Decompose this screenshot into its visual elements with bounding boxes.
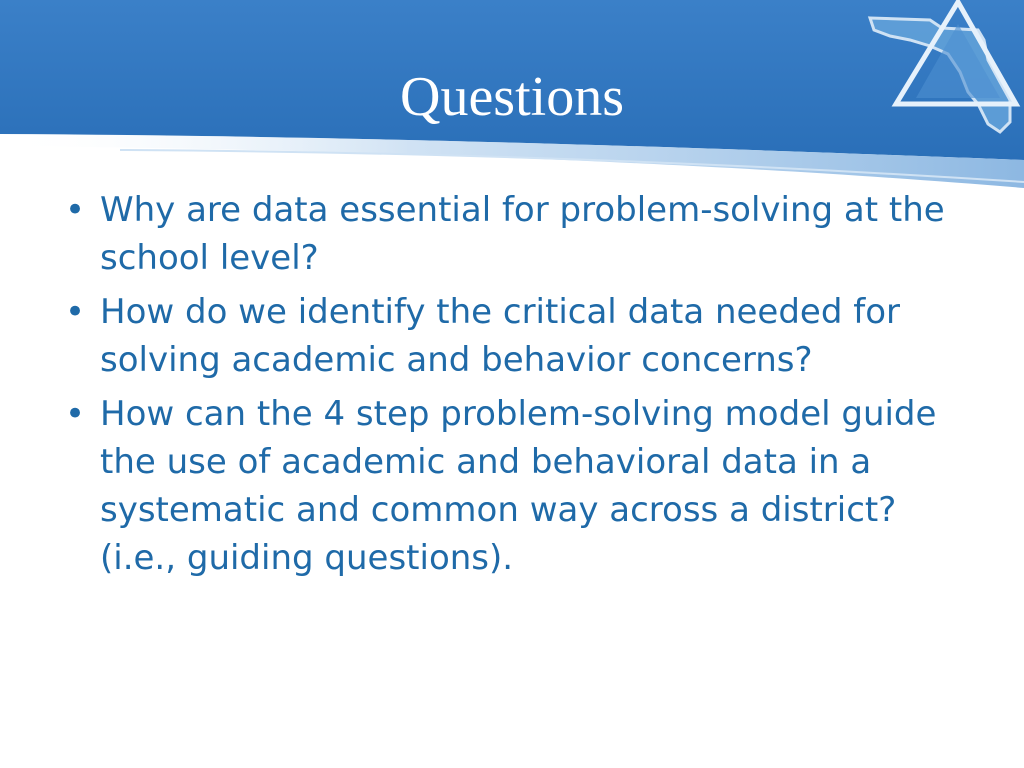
bullet-text: How can the 4 step problem-solving model guide the use of academic and behavioral data in a systematic and common way across a district? (i.e., guiding questions). — [100, 394, 937, 578]
bullet-icon: • — [64, 292, 86, 332]
bullet-item — [60, 288, 980, 384]
bullet-item — [60, 390, 980, 582]
bullet-list — [60, 186, 980, 588]
bullet-text: Why are data essential for problem-solving at the school level? — [100, 190, 945, 278]
bullet-item — [60, 186, 980, 282]
slide-title: Questions — [400, 66, 624, 128]
bullet-text: How do we identify the critical data needed for solving academic and behavior concerns? — [100, 292, 900, 380]
bullet-icon: • — [64, 394, 86, 434]
bullet-icon: • — [64, 190, 86, 230]
